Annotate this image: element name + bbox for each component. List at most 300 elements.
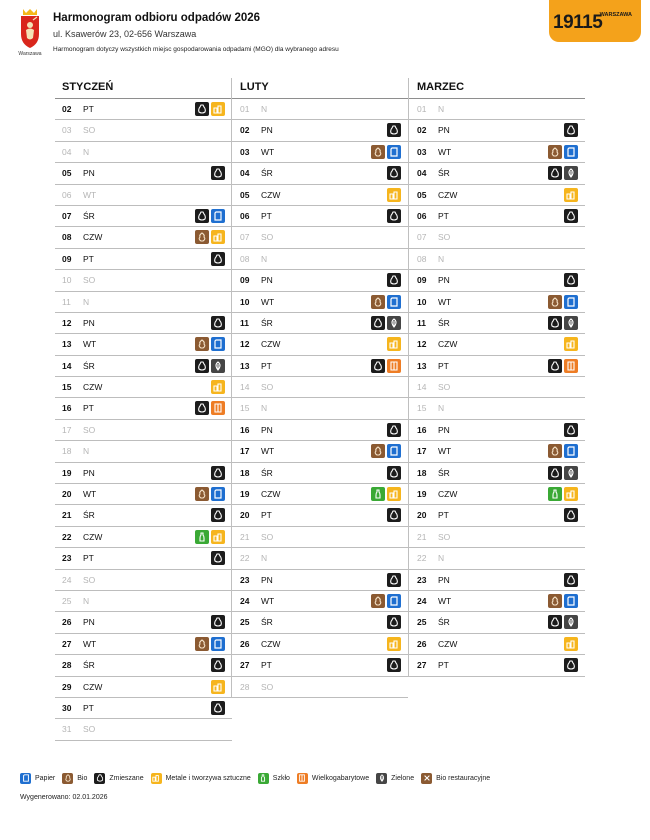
bio-icon bbox=[371, 145, 385, 159]
zmieszane-icon bbox=[387, 423, 401, 437]
day-number: 20 bbox=[417, 510, 427, 521]
weekday: CZW bbox=[438, 339, 458, 350]
day-number: 10 bbox=[62, 275, 72, 286]
papier-icon bbox=[387, 145, 401, 159]
day-number: 20 bbox=[240, 510, 250, 521]
weekday: PN bbox=[83, 467, 95, 478]
waste-icons bbox=[548, 359, 578, 373]
day-number: 07 bbox=[240, 232, 250, 243]
zmieszane-icon bbox=[195, 209, 209, 223]
day-row bbox=[55, 677, 232, 698]
day-number: 28 bbox=[240, 681, 250, 692]
day-number: 14 bbox=[417, 382, 427, 393]
day-row bbox=[232, 227, 408, 248]
zmieszane-icon bbox=[564, 658, 578, 672]
day-row bbox=[409, 270, 585, 291]
day-number: 14 bbox=[62, 360, 72, 371]
day-number: 23 bbox=[240, 574, 250, 585]
waste-icons bbox=[371, 295, 401, 309]
day-row bbox=[55, 206, 232, 227]
metale-icon bbox=[387, 337, 401, 351]
day-number: 22 bbox=[240, 553, 250, 564]
day-number: 15 bbox=[62, 382, 72, 393]
day-row bbox=[232, 334, 408, 355]
day-number: 16 bbox=[417, 424, 427, 435]
weekday: ŚR bbox=[438, 467, 450, 478]
day-number: 12 bbox=[62, 317, 72, 328]
legend-label: Bio bbox=[77, 774, 88, 782]
day-number: 18 bbox=[417, 467, 427, 478]
weekday: SO bbox=[261, 531, 274, 542]
waste-icons bbox=[211, 551, 225, 565]
weekday: PT bbox=[83, 253, 94, 264]
zmieszane-icon bbox=[211, 508, 225, 522]
weekday: WT bbox=[83, 638, 97, 649]
day-row bbox=[409, 398, 585, 419]
waste-icons bbox=[387, 337, 401, 351]
day-row bbox=[409, 249, 585, 270]
day-number: 20 bbox=[62, 489, 72, 500]
waste-icons bbox=[211, 680, 225, 694]
waste-icons bbox=[387, 466, 401, 480]
day-number: 02 bbox=[240, 125, 250, 136]
day-number: 17 bbox=[240, 446, 250, 457]
month-column bbox=[408, 78, 585, 677]
day-row bbox=[55, 270, 232, 291]
day-number: 07 bbox=[62, 210, 72, 221]
bio-icon bbox=[195, 487, 209, 501]
day-row bbox=[232, 142, 408, 163]
waste-icons bbox=[548, 316, 578, 330]
day-row bbox=[55, 313, 232, 334]
day-number: 09 bbox=[417, 275, 427, 286]
day-row bbox=[232, 356, 408, 377]
day-row bbox=[409, 591, 585, 612]
metale-icon bbox=[564, 337, 578, 351]
day-row bbox=[55, 356, 232, 377]
waste-icons bbox=[387, 615, 401, 629]
day-number: 15 bbox=[240, 403, 250, 414]
szklo-icon bbox=[371, 487, 385, 501]
weekday: WT bbox=[261, 446, 275, 457]
day-row bbox=[232, 377, 408, 398]
weekday: SO bbox=[438, 382, 451, 393]
szklo-icon bbox=[258, 773, 269, 784]
badge-city-label: WARSZAWA bbox=[599, 12, 632, 18]
zmieszane-icon bbox=[387, 123, 401, 137]
waste-icons bbox=[564, 337, 578, 351]
weekday: N bbox=[83, 296, 90, 307]
waste-icons bbox=[211, 252, 225, 266]
day-row bbox=[232, 249, 408, 270]
zmieszane-icon bbox=[548, 615, 562, 629]
weekday: WT bbox=[83, 489, 97, 500]
papier-icon bbox=[564, 444, 578, 458]
bio-icon bbox=[371, 594, 385, 608]
day-number: 05 bbox=[62, 168, 72, 179]
waste-icons bbox=[548, 166, 578, 180]
weekday: SO bbox=[83, 125, 96, 136]
day-row bbox=[409, 163, 585, 184]
day-row bbox=[409, 292, 585, 313]
legend-item-wielko bbox=[297, 773, 369, 784]
day-row bbox=[409, 377, 585, 398]
day-row bbox=[55, 398, 232, 419]
day-number: 12 bbox=[417, 339, 427, 350]
waste-icons bbox=[548, 295, 578, 309]
day-row bbox=[55, 120, 232, 141]
day-number: 02 bbox=[62, 104, 72, 114]
weekday: PT bbox=[83, 553, 94, 564]
waste-icons bbox=[195, 637, 225, 651]
day-number: 31 bbox=[62, 724, 72, 735]
papier-icon bbox=[564, 594, 578, 608]
bio-icon bbox=[548, 594, 562, 608]
day-number: 11 bbox=[417, 317, 426, 328]
papier-icon bbox=[20, 773, 31, 784]
weekday: ŚR bbox=[438, 317, 450, 328]
waste-icons bbox=[564, 273, 578, 287]
day-row bbox=[55, 612, 232, 633]
badge-number-19: 19 bbox=[553, 12, 574, 33]
day-number: 18 bbox=[240, 467, 250, 478]
papier-icon bbox=[387, 594, 401, 608]
metale-icon bbox=[211, 102, 225, 116]
day-row bbox=[409, 120, 585, 141]
weekday: ŚR bbox=[83, 210, 95, 221]
day-number: 04 bbox=[240, 168, 250, 179]
day-number: 08 bbox=[240, 253, 250, 264]
zmieszane-icon bbox=[564, 273, 578, 287]
day-number: 14 bbox=[240, 382, 250, 393]
zmieszane-icon bbox=[211, 701, 225, 715]
day-row bbox=[55, 719, 232, 740]
day-number: 22 bbox=[62, 531, 72, 542]
waste-icons bbox=[195, 102, 225, 116]
papier-icon bbox=[564, 145, 578, 159]
waste-icons bbox=[548, 594, 578, 608]
day-number: 25 bbox=[417, 617, 427, 628]
day-number: 26 bbox=[62, 617, 72, 628]
day-number: 24 bbox=[240, 595, 250, 606]
zmieszane-icon bbox=[195, 401, 209, 415]
zmieszane-icon bbox=[564, 423, 578, 437]
day-row bbox=[409, 206, 585, 227]
waste-icons bbox=[387, 508, 401, 522]
day-row bbox=[232, 548, 408, 569]
month-name: LUTY bbox=[232, 78, 408, 99]
day-number: 09 bbox=[240, 275, 250, 286]
zmieszane-icon bbox=[564, 123, 578, 137]
weekday: CZW bbox=[83, 681, 103, 692]
szklo-icon bbox=[548, 487, 562, 501]
weekday: CZW bbox=[438, 189, 458, 200]
weekday: N bbox=[261, 553, 268, 564]
weekday: CZW bbox=[83, 232, 103, 243]
waste-icons bbox=[564, 123, 578, 137]
day-row bbox=[232, 677, 408, 698]
day-number: 06 bbox=[62, 189, 72, 200]
day-number: 03 bbox=[417, 146, 427, 157]
day-number: 21 bbox=[417, 531, 427, 542]
waste-icons bbox=[211, 701, 225, 715]
waste-icons bbox=[195, 209, 225, 223]
waste-icons bbox=[371, 444, 401, 458]
metale-icon bbox=[564, 188, 578, 202]
page-header bbox=[53, 11, 523, 54]
waste-icons bbox=[387, 188, 401, 202]
zmieszane-icon bbox=[211, 252, 225, 266]
day-row bbox=[232, 484, 408, 505]
weekday: PT bbox=[261, 360, 272, 371]
zmieszane-icon bbox=[387, 466, 401, 480]
schedule-note: Harmonogram dotyczy wszystkich miejsc gospodarowania odpadami (MGO) dla wybranego adresu bbox=[53, 46, 339, 53]
legend-item-papier bbox=[20, 773, 55, 784]
waste-icons bbox=[195, 401, 225, 415]
weekday: SO bbox=[83, 724, 96, 735]
waste-icons bbox=[371, 487, 401, 501]
zielone-icon bbox=[211, 359, 225, 373]
zmieszane-icon bbox=[548, 359, 562, 373]
waste-icons bbox=[371, 359, 401, 373]
day-number: 28 bbox=[62, 660, 72, 671]
weekday: PN bbox=[261, 275, 273, 286]
month-name: MARZEC bbox=[409, 78, 585, 99]
weekday: CZW bbox=[83, 382, 103, 393]
day-number: 10 bbox=[240, 296, 250, 307]
weekday: SO bbox=[261, 681, 274, 692]
day-row bbox=[55, 99, 232, 120]
day-row bbox=[232, 398, 408, 419]
day-number: 18 bbox=[62, 446, 72, 457]
day-number: 19 bbox=[240, 489, 250, 500]
day-number: 07 bbox=[417, 232, 427, 243]
biores-icon bbox=[421, 773, 432, 784]
day-row bbox=[55, 227, 232, 248]
waste-icons bbox=[387, 423, 401, 437]
weekday: ŚR bbox=[261, 168, 273, 179]
papier-icon bbox=[387, 295, 401, 309]
legend-label: Szkło bbox=[272, 774, 290, 782]
day-row bbox=[232, 99, 408, 120]
day-number: 24 bbox=[417, 595, 427, 606]
zielone-icon bbox=[387, 316, 401, 330]
waste-icons bbox=[211, 380, 225, 394]
weekday: ŚR bbox=[261, 467, 273, 478]
badge-number-115: 115 bbox=[573, 12, 603, 33]
day-row bbox=[232, 420, 408, 441]
day-number: 05 bbox=[417, 189, 427, 200]
weekday: SO bbox=[83, 275, 96, 286]
weekday: N bbox=[261, 104, 268, 114]
metale-icon bbox=[387, 637, 401, 651]
weekday: SO bbox=[438, 531, 451, 542]
zmieszane-icon bbox=[211, 658, 225, 672]
day-number: 30 bbox=[62, 702, 72, 713]
zmieszane-icon bbox=[564, 573, 578, 587]
weekday: N bbox=[261, 253, 268, 264]
day-row bbox=[55, 548, 232, 569]
day-number: 24 bbox=[62, 574, 72, 585]
day-number: 13 bbox=[62, 339, 72, 350]
weekday: WT bbox=[261, 146, 275, 157]
zmieszane-icon bbox=[387, 166, 401, 180]
papier-icon bbox=[211, 209, 225, 223]
weekday: CZW bbox=[261, 189, 281, 200]
weekday: N bbox=[438, 253, 445, 264]
zielone-icon bbox=[376, 773, 387, 784]
legend-item-metale bbox=[151, 773, 251, 784]
day-row bbox=[409, 527, 585, 548]
weekday: CZW bbox=[261, 489, 281, 500]
generated-date: Wygenerowano: 02.01.2026 bbox=[20, 794, 108, 801]
day-row bbox=[55, 591, 232, 612]
weekday: WT bbox=[261, 595, 275, 606]
day-row bbox=[55, 463, 232, 484]
waste-icons bbox=[371, 594, 401, 608]
legend-item-bio bbox=[62, 773, 87, 784]
day-row bbox=[232, 591, 408, 612]
waste-icons bbox=[387, 273, 401, 287]
legend-item-zmieszane bbox=[94, 773, 143, 784]
szklo-icon bbox=[195, 530, 209, 544]
waste-icons bbox=[211, 615, 225, 629]
weekday: N bbox=[83, 146, 90, 157]
month-column bbox=[231, 78, 408, 698]
day-number: 19 bbox=[417, 489, 427, 500]
day-number: 21 bbox=[62, 510, 72, 521]
zmieszane-icon bbox=[211, 166, 225, 180]
day-number: 22 bbox=[417, 553, 427, 564]
day-row bbox=[55, 441, 232, 462]
zielone-icon bbox=[564, 316, 578, 330]
metale-icon bbox=[151, 773, 162, 784]
day-row bbox=[409, 441, 585, 462]
day-row bbox=[55, 570, 232, 591]
day-number: 08 bbox=[417, 253, 427, 264]
day-number: 27 bbox=[62, 638, 72, 649]
waste-icons bbox=[195, 337, 225, 351]
day-row bbox=[55, 420, 232, 441]
wielko-icon bbox=[211, 401, 225, 415]
day-number: 08 bbox=[62, 232, 72, 243]
waste-icons bbox=[548, 487, 578, 501]
crest-label: Warszawa bbox=[18, 51, 42, 57]
legend bbox=[20, 771, 497, 785]
bio-icon bbox=[371, 444, 385, 458]
waste-icons bbox=[564, 188, 578, 202]
day-number: 19 bbox=[62, 467, 72, 478]
day-number: 04 bbox=[62, 146, 72, 157]
day-row bbox=[55, 185, 232, 206]
day-row bbox=[55, 334, 232, 355]
day-row bbox=[409, 334, 585, 355]
warsaw-crest-logo bbox=[16, 8, 44, 60]
waste-icons bbox=[548, 145, 578, 159]
day-number: 11 bbox=[62, 296, 71, 307]
day-number: 12 bbox=[240, 339, 250, 350]
day-row bbox=[232, 612, 408, 633]
day-number: 25 bbox=[240, 617, 250, 628]
day-number: 13 bbox=[417, 360, 427, 371]
weekday: SO bbox=[83, 424, 96, 435]
day-row bbox=[55, 292, 232, 313]
weekday: CZW bbox=[438, 489, 458, 500]
day-row bbox=[409, 420, 585, 441]
zmieszane-icon bbox=[371, 316, 385, 330]
zmieszane-icon bbox=[371, 359, 385, 373]
day-row bbox=[55, 163, 232, 184]
zmieszane-icon bbox=[564, 209, 578, 223]
metale-icon bbox=[387, 188, 401, 202]
day-row bbox=[232, 313, 408, 334]
zmieszane-icon bbox=[387, 658, 401, 672]
day-number: 26 bbox=[417, 638, 427, 649]
weekday: WT bbox=[83, 339, 97, 350]
weekday: SO bbox=[83, 574, 96, 585]
weekday: WT bbox=[438, 446, 452, 457]
day-number: 10 bbox=[417, 296, 427, 307]
day-number: 06 bbox=[417, 210, 427, 221]
weekday: N bbox=[261, 403, 268, 414]
day-row bbox=[55, 698, 232, 719]
day-row bbox=[232, 120, 408, 141]
bio-icon bbox=[195, 637, 209, 651]
weekday: PN bbox=[83, 168, 95, 179]
metale-icon bbox=[564, 637, 578, 651]
metale-icon bbox=[211, 530, 225, 544]
day-number: 23 bbox=[417, 574, 427, 585]
weekday: PN bbox=[83, 317, 95, 328]
day-row bbox=[232, 463, 408, 484]
waste-icons bbox=[387, 637, 401, 651]
bio-icon bbox=[371, 295, 385, 309]
weekday: ŚR bbox=[83, 510, 95, 521]
page-title: Harmonogram odbioru odpadów 2026 bbox=[53, 12, 261, 24]
day-row bbox=[409, 227, 585, 248]
day-number: 17 bbox=[62, 424, 72, 435]
weekday: PN bbox=[438, 574, 450, 585]
zmieszane-icon bbox=[387, 273, 401, 287]
day-number: 27 bbox=[240, 660, 250, 671]
day-number: 15 bbox=[417, 403, 427, 414]
day-row bbox=[409, 612, 585, 633]
day-row bbox=[409, 484, 585, 505]
day-row bbox=[409, 185, 585, 206]
legend-label: Wielkogabarytowe bbox=[311, 774, 370, 782]
weekday: N bbox=[83, 446, 90, 457]
day-row bbox=[55, 142, 232, 163]
weekday: N bbox=[438, 553, 445, 564]
papier-icon bbox=[211, 337, 225, 351]
weekday: ŚR bbox=[438, 617, 450, 628]
waste-icons bbox=[387, 209, 401, 223]
weekday: SO bbox=[261, 232, 274, 243]
legend-label: Metale i tworzywa sztuczne bbox=[165, 774, 251, 782]
day-row bbox=[55, 377, 232, 398]
zielone-icon bbox=[564, 615, 578, 629]
weekday: N bbox=[438, 403, 445, 414]
waste-icons bbox=[387, 166, 401, 180]
papier-icon bbox=[387, 444, 401, 458]
day-row bbox=[409, 655, 585, 676]
weekday: PN bbox=[438, 424, 450, 435]
day-row bbox=[232, 634, 408, 655]
weekday: PN bbox=[261, 424, 273, 435]
zmieszane-icon bbox=[387, 573, 401, 587]
waste-icons bbox=[211, 466, 225, 480]
metale-icon bbox=[211, 230, 225, 244]
